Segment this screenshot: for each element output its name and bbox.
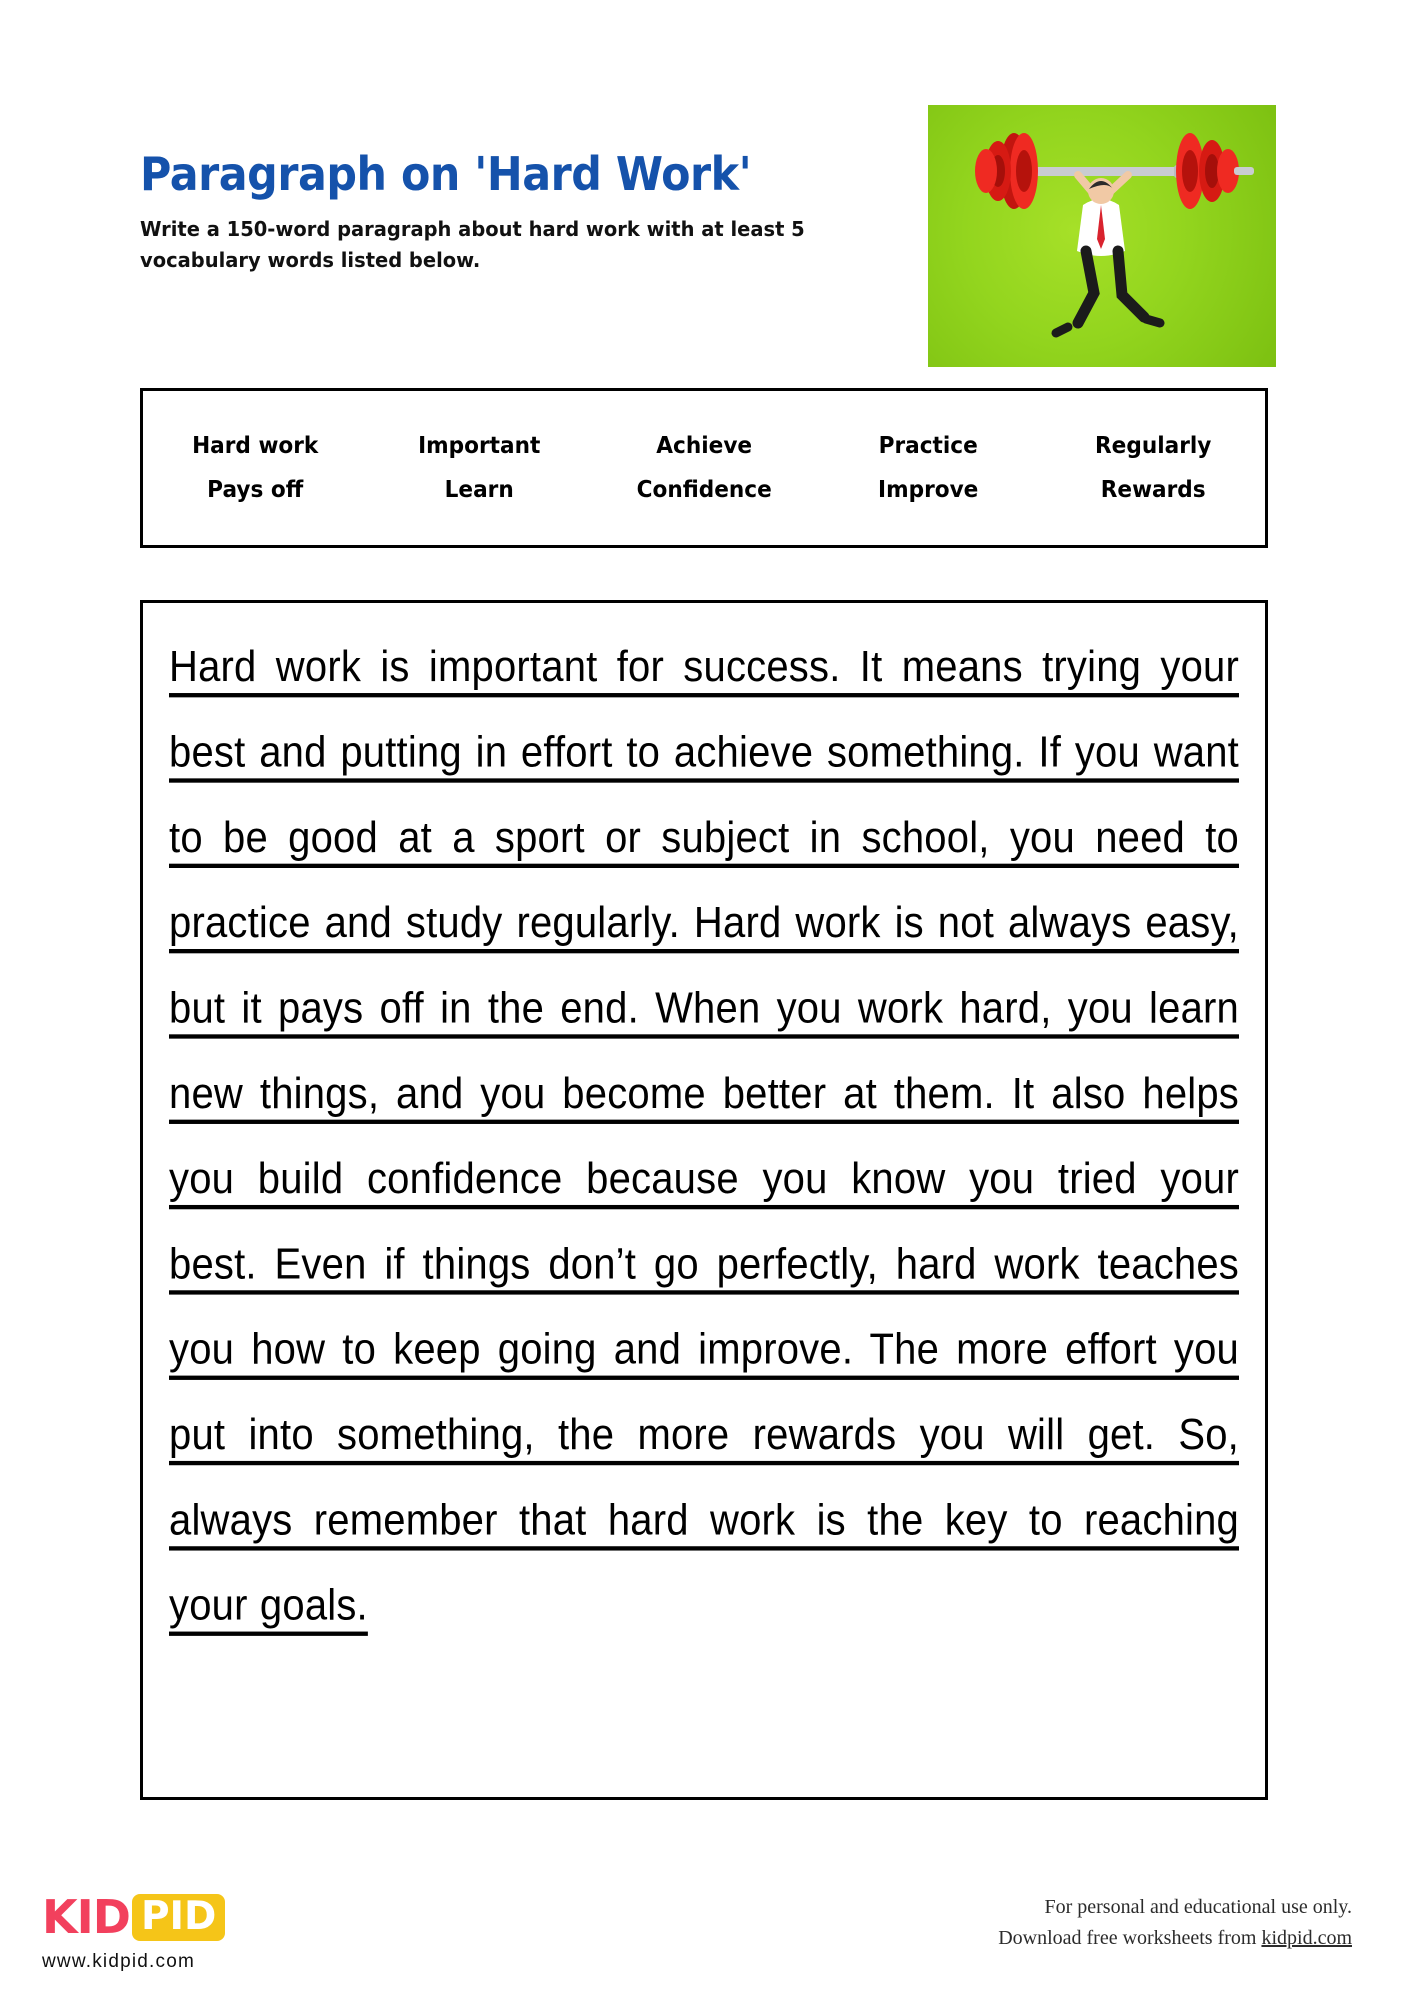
vocabulary-word: Confidence [636,477,772,503]
vocabulary-word: Pays off [207,477,304,503]
footer-download-line [998,1923,1352,1954]
hero-image [928,105,1276,367]
logo-kid-text: KID [42,1890,130,1944]
footer-usage-line: For personal and educational use only. [1044,1896,1352,1918]
vocabulary-word: Practice [878,433,978,459]
footer-kidpid-link[interactable]: kidpid.com [1261,1927,1352,1949]
vocabulary-row-1 [143,424,1265,468]
answer-paragraph[interactable]: Hard work is important for success. It means trying your best and putting in effort to achieve something. If you want to be good at a sport or subject in school, you need to practice and study regularly. Hard work is not always easy, but it pays off in the end. When you work hard, you learn new things, and you become better at them. It also helps you build confidence because you know you tried your best. Even if things don’t go perfectly, hard work teaches you how to keep going and improve. The more effort you put into something, the more rewards you will get. So, always remember that hard work is the key to reaching your goals. [169,643,1239,1630]
vocabulary-word: Regularly [1094,433,1212,459]
barbell-illustration-icon [928,105,1276,367]
vocabulary-box [140,388,1268,548]
page-title: Paragraph on 'Hard Work' [140,147,752,201]
kidpid-logo [42,1890,272,1973]
vocabulary-word: Achieve [656,433,752,459]
vocabulary-word: Important [418,433,541,459]
worksheet-instructions: Write a 150-word paragraph about hard work with at least 5 vocabulary words listed below. [140,217,805,273]
logo-mark [42,1890,272,1944]
vocabulary-word: Learn [445,477,515,503]
logo-website-url: www.kidpid.com [42,1951,196,1972]
vocabulary-word: Rewards [1100,477,1206,503]
answer-box[interactable] [140,600,1268,1800]
vocabulary-word: Hard work [192,433,319,459]
footer-download-prefix: Download free worksheets from [998,1927,1262,1949]
footer-note [998,1892,1352,1954]
header-block [140,147,910,276]
vocabulary-word: Improve [878,477,979,503]
vocabulary-row-2 [143,468,1265,512]
logo-pid-text: PID [132,1894,225,1941]
